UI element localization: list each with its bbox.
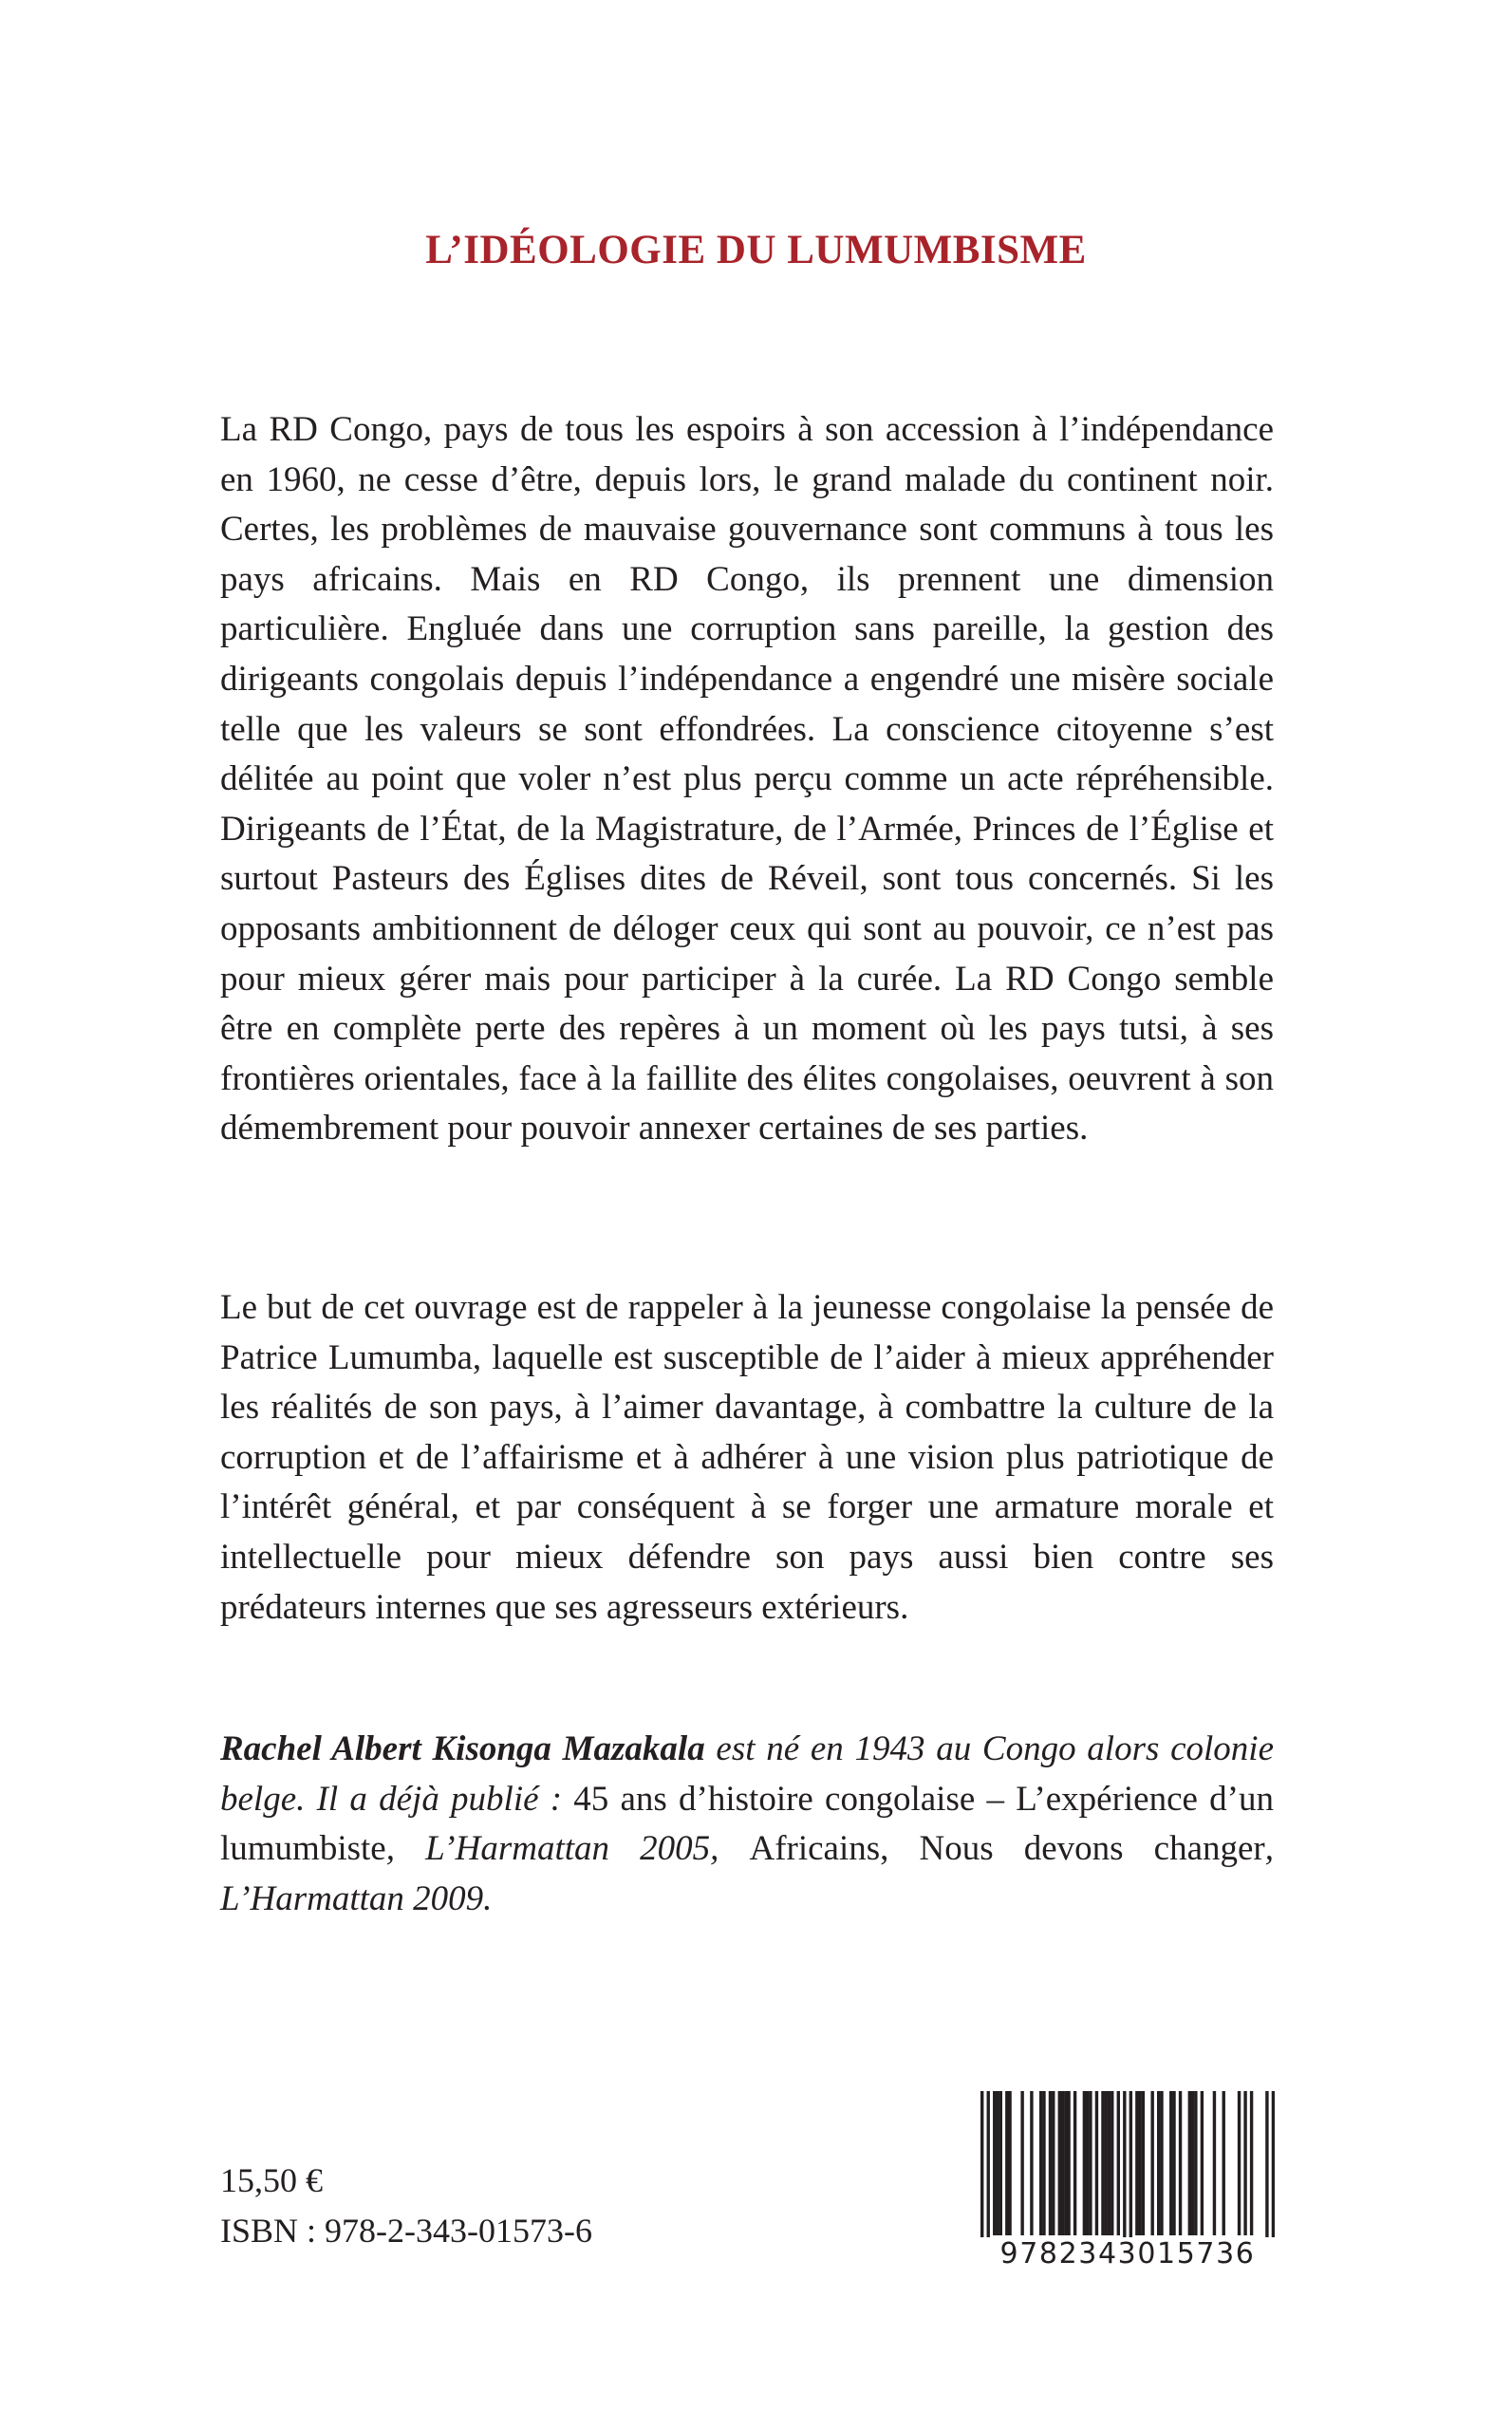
- barcode-bar: [1188, 2091, 1191, 2235]
- price: 15,50 €: [220, 2161, 323, 2199]
- barcode-bar: [1005, 2091, 1008, 2235]
- barcode-bar: [1020, 2091, 1023, 2235]
- barcode-bar: [1160, 2091, 1163, 2235]
- publisher-1: , L’Harmattan 2005,: [385, 1829, 750, 1869]
- barcode-bar: [1169, 2091, 1172, 2235]
- barcode-bar: [1030, 2091, 1033, 2235]
- barcode-bar: [1213, 2091, 1216, 2235]
- barcode-bar: [1117, 2091, 1120, 2235]
- barcode-bar: [1179, 2091, 1182, 2235]
- summary-paragraph-1: La RD Congo, pays de tous les espoirs à son accession à l’indépendance en 1960, ne cesse d’être, depuis lors, le grand malade du continent noir. Certes, les problèmes de mauvaise gouvernance sont communs à tous les pays africains. Mais en RD Congo, ils prennent une dimension particulière. Engluée dans une corruption sans pareille, la gestion des dirigeants congolais depuis l’indépendance a engendré une misère sociale telle que les valeurs se sont effondrées. La conscience citoyenne s’est délitée au point que voler n’est plus perçu comme un acte répréhensible. Dirigeants de l’État, de la Magistrature, de l’Armée, Princes de l’Église et surtout Pasteurs des Églises dites de Réveil, sont tous concernés. Si les opposants ambitionnent de déloger ceux qui sont au pouvoir, ce n’est pas pour mieux gérer mais pour participer à la curée. La RD Congo semble être en complète perte des repères à un moment où les pays tutsi, à ses frontières orientales, face à la faillite des élites congolaises, oeuvrent à son démembrement pour pouvoir annexer certaines de ses parties.: [220, 410, 1274, 1149]
- barcode-bar: [1201, 2091, 1204, 2235]
- author-bio-intro: est né en 1943 au Congo alors colonie belge. Il a déjà publié :: [220, 1729, 1274, 1819]
- barcode-bar: [1086, 2091, 1089, 2235]
- barcode-bar: [1058, 2091, 1061, 2235]
- book-title-1: 45 ans d’histoire congolaise – L’expérience d’un lumumbiste: [220, 1779, 1274, 1869]
- barcode-bar: [1172, 2091, 1175, 2235]
- summary-paragraph-2: Le but de cet ouvrage est de rappeler à la jeunesse congolaise la pensée de Patrice Lumumba, laquelle est susceptible de l’aider à mieux appréhender les réalités de son pays, à l’aimer davantage, à combattre la culture de la corruption et de l’affairisme et à adhérer à une vision plus patriotique de l’intérêt général, et par conséquent à se forger une armature morale et intellectuelle pour mieux défendre son pays aussi bien contre ses prédateurs internes que ses agresseurs extérieurs.: [220, 1288, 1274, 1627]
- barcode-bar: [1039, 2091, 1042, 2235]
- barcode-bar: [1194, 2091, 1197, 2235]
- barcode-bar: [1111, 2091, 1113, 2235]
- book-title: L’IDÉOLOGIE DU LUMUMBISME: [425, 228, 1087, 272]
- barcode-bar: [1073, 2091, 1076, 2235]
- barcode-bar: [1238, 2091, 1241, 2235]
- publisher-2: , L’Harmattan 2009.: [220, 1829, 1274, 1918]
- barcode-bar: [1135, 2091, 1138, 2235]
- barcode-bar: [996, 2091, 999, 2235]
- author-name: Rachel Albert Kisonga Mazakala: [220, 1729, 705, 1768]
- barcode-bar: [1042, 2091, 1045, 2235]
- barcode-bar: [1064, 2091, 1067, 2235]
- barcode-bar: [1243, 2091, 1246, 2235]
- barcode-bar: [1067, 2091, 1070, 2235]
- barcode-bar: [1250, 2091, 1253, 2235]
- barcode-digits: 9782343015736: [980, 2237, 1275, 2271]
- barcode-bar: [1223, 2091, 1225, 2235]
- barcode-bar: [1138, 2091, 1141, 2235]
- author-bio: [220, 1725, 1274, 1924]
- barcode-bar: [1049, 2091, 1052, 2235]
- book-title-2: Africains, Nous devons changer: [749, 1829, 1265, 1869]
- barcode-bar: [1108, 2091, 1111, 2235]
- barcode-bar: [999, 2091, 1002, 2235]
- barcode-bar: [1061, 2091, 1064, 2235]
- barcode-bar: [1150, 2091, 1153, 2235]
- barcode-bar: [1142, 2091, 1145, 2235]
- barcode-bar: [1105, 2091, 1108, 2235]
- barcode-bar: [1101, 2091, 1104, 2235]
- barcode-bar: [1095, 2091, 1098, 2235]
- barcode-bar: [993, 2091, 996, 2235]
- barcode-bar: [1052, 2091, 1055, 2235]
- barcode-bar: [1083, 2091, 1086, 2235]
- barcode-bar: [1157, 2091, 1160, 2235]
- barcode-bar: [1191, 2091, 1194, 2235]
- barcode-bar: [1008, 2091, 1011, 2235]
- isbn: ISBN : 978-2-343-01573-6: [220, 2212, 592, 2250]
- barcode-bar: [1089, 2091, 1092, 2235]
